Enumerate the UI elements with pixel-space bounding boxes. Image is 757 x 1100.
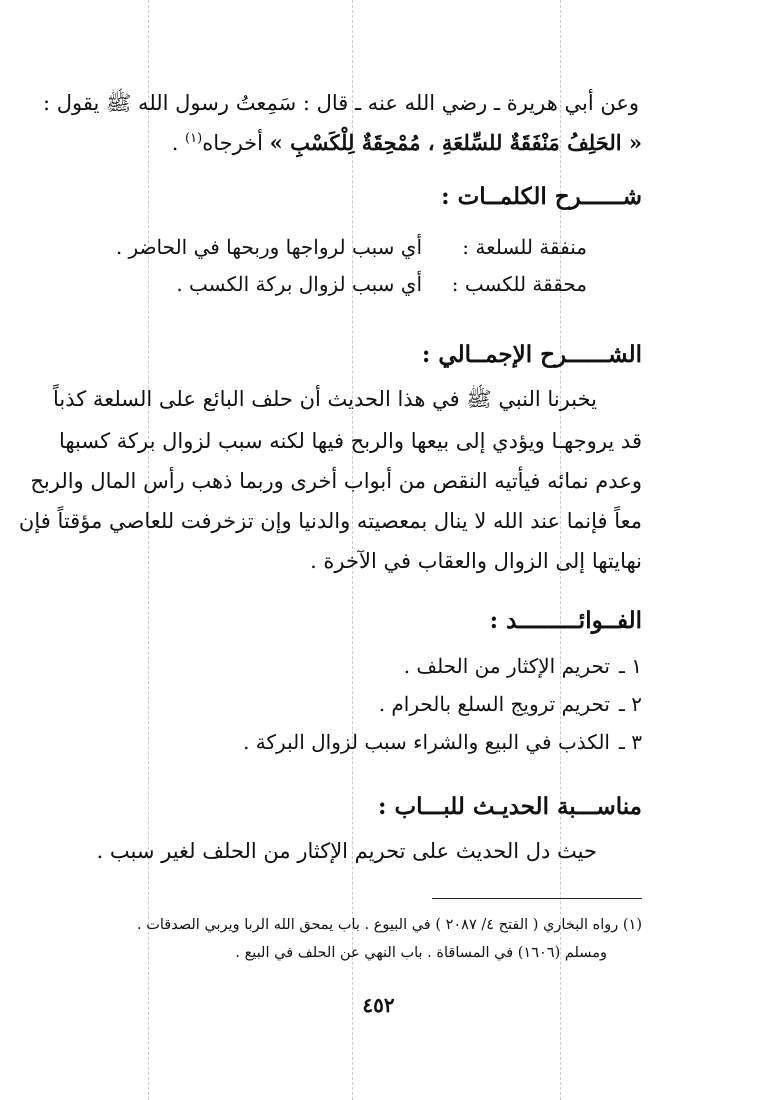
summary-line-5: نهايتها إلى الزوال والعقاب في الآخرة . — [310, 549, 642, 573]
summary-line-1: يخبرنا النبي ﷺ في هذا الحديث أن حلف البائع على السلعة كذباً — [52, 387, 597, 411]
summary-line-3: وعدم نمائه فيأتيه النقص من أبواب أخرى وربما ذهب رأس المال والربح — [30, 469, 642, 493]
benefit-item-1 — [404, 652, 642, 680]
footnote-1: (١) رواه البخاري ( الفتح ٤/ ٢٠٨٧ ) في البيوع . باب يمحق الله الربا ويربي الصدقات . — [136, 917, 642, 933]
hadith-attribution: أخرجاه — [202, 131, 270, 155]
benefit-number: ٢ ـ — [619, 692, 642, 716]
page-number: ٤٥٢ — [362, 993, 395, 1017]
summary-heading: الشــــــرح الإجمــالي : — [421, 341, 642, 368]
benefit-number: ١ ـ — [619, 654, 642, 678]
benefit-text: الكذب في البيع والشراء سبب لزوال البركة . — [243, 730, 610, 754]
benefit-text: تحريم ترويج السلع بالحرام . — [378, 692, 610, 716]
benefit-number: ٣ ـ — [619, 730, 642, 754]
footnote-2: ومسلم (١٦٠٦) في المساقاة . باب النهي عن الحلف في البيع . — [235, 945, 607, 961]
hadith-line-1: وعن أبي هريرة ـ رضي الله عنه ـ قال : سَمِعتُ رسول الله ﷺ يقول : — [43, 91, 639, 115]
vocabulary-heading: شــــــرح الكلمــات : — [441, 183, 642, 210]
benefit-item-2 — [379, 690, 642, 718]
vocab-term-1: منفقة للسلعة : — [462, 235, 587, 259]
vocab-definition-2: أي سبب لزوال بركة الكسب . — [176, 272, 422, 296]
footnote-divider — [432, 898, 642, 899]
benefit-item-3 — [243, 728, 642, 756]
summary-line-2: قد يروجهـا ويؤدي إلى بيعها والربح فيها لكنه سبب لزوال بركة كسبها — [58, 429, 642, 453]
relevance-heading: مناســـبة الحديـث للبـــاب : — [377, 793, 642, 820]
footnote-marker: (١) — [185, 131, 203, 146]
summary-line-4: معاً فإنما عند الله لا ينال بمعصيته والدنيا وإن تزخرفت للعاصي مؤقتاً فإن — [18, 509, 642, 533]
relevance-text: حيث دل الحديث على تحريم الإكثار من الحلف لغير سبب . — [96, 839, 597, 863]
vocab-definition-1: أي سبب لرواجها وربحها في الحاضر . — [115, 235, 422, 259]
benefit-text: تحريم الإكثار من الحلف . — [403, 654, 610, 678]
hadith-quote: « الحَلِفُ مَنْفَقَةٌ للسِّلعَةِ ، مُمْحِقَةٌ لِلْكَسْبِ » — [269, 130, 642, 155]
hadith-end: . — [171, 131, 186, 155]
hadith-line-2 — [95, 124, 642, 158]
benefits-heading: الفــوائـــــــــد : — [489, 607, 642, 634]
vocab-term-2: محققة للكسب : — [451, 272, 587, 296]
